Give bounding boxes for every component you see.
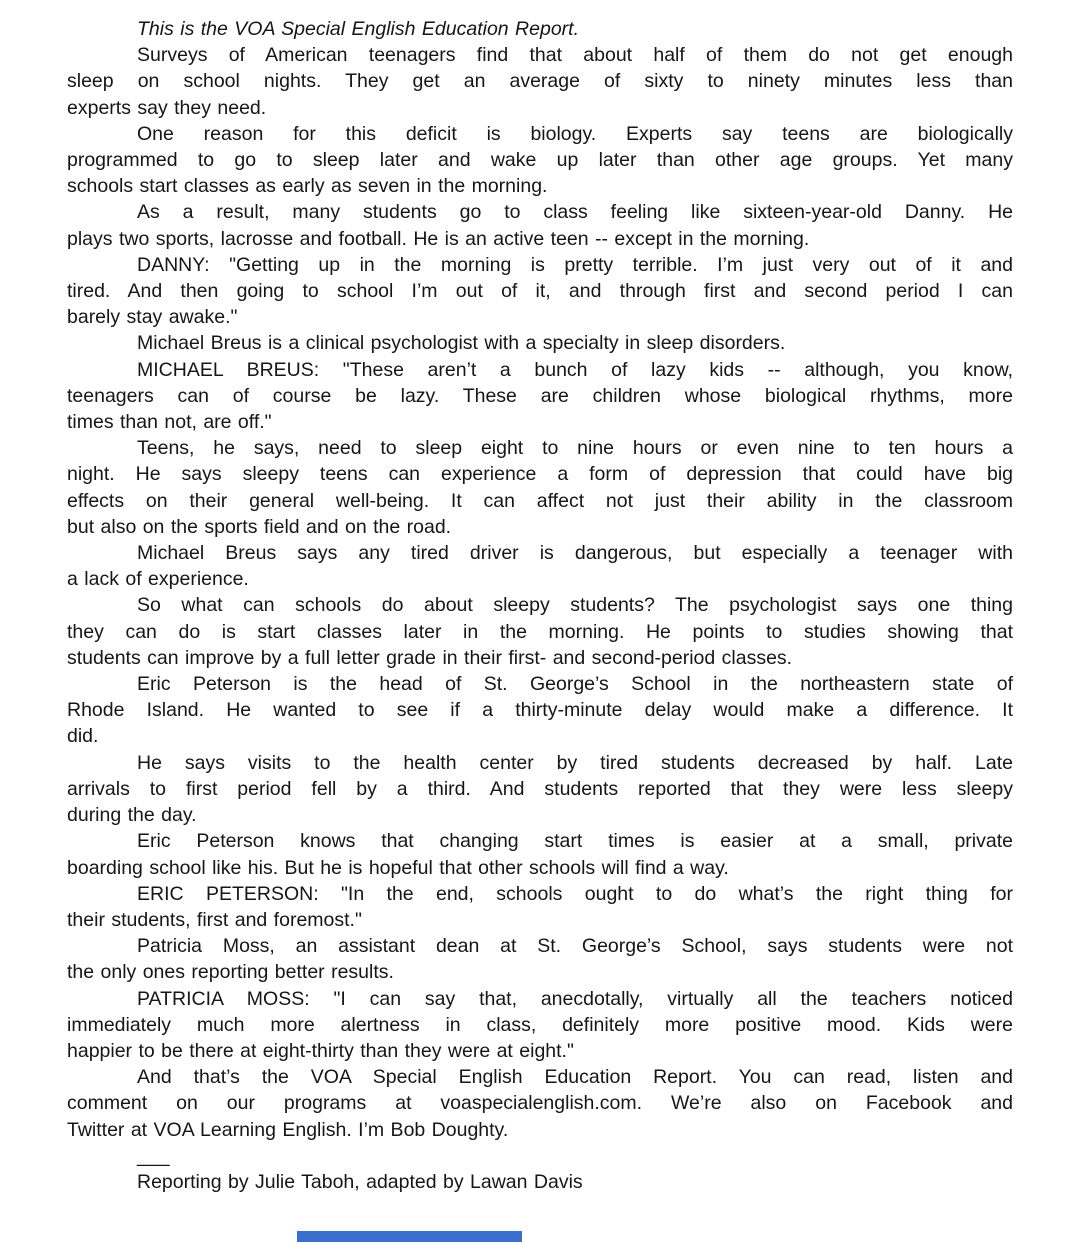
text-line: One reason for this deficit is biology. Experts say teens are biologically bbox=[137, 122, 1013, 145]
text-line: Michael Breus says any tired driver is dangerous, but especially a teenager with bbox=[137, 542, 1013, 565]
text-line: sleep on school nights. They get an average of sixty to ninety minutes less than bbox=[67, 70, 1013, 93]
text-line: He says visits to the health center by tired students decreased by half. Late bbox=[137, 751, 1013, 774]
paragraph bbox=[67, 199, 1013, 251]
text-line: during the day. bbox=[67, 804, 197, 827]
paragraph bbox=[67, 592, 1013, 671]
paragraph bbox=[67, 986, 1013, 1065]
text-line: immediately much more alertness in class, definitely more positive mood. Kids were bbox=[67, 1013, 1013, 1036]
text-line: teenagers can of course be lazy. These are children whose biological rhythms, more bbox=[67, 384, 1013, 407]
text-line: effects on their general well-being. It can affect not just their ability in the classroom bbox=[67, 489, 1013, 512]
paragraph bbox=[67, 750, 1013, 829]
text-line: Patricia Moss, an assistant dean at St. George’s School, says students were not bbox=[137, 935, 1013, 958]
text-line: students can improve by a full letter grade in their first- and second-period classes. bbox=[67, 646, 793, 669]
paragraph bbox=[67, 121, 1013, 200]
text-line: plays two sports, lacrosse and football. He is an active teen -- except in the morning. bbox=[67, 227, 810, 250]
paragraph bbox=[67, 828, 1013, 880]
text-line: their students, first and foremost." bbox=[67, 908, 362, 931]
text-line: tired. And then going to school I’m out of it, and through first and second period I can bbox=[67, 280, 1013, 303]
text-line: night. He says sleepy teens can experience a form of depression that could have big bbox=[67, 463, 1013, 486]
text-line: Eric Peterson is the head of St. George’s School in the northeastern state of bbox=[137, 673, 1013, 696]
text-line: comment on our programs at voaspecialenglish.com. We’re also on Facebook and bbox=[67, 1092, 1013, 1115]
paragraph bbox=[67, 330, 1013, 356]
intro-line: This is the VOA Special English Education Report. bbox=[137, 18, 579, 40]
text-line: And that’s the VOA Special English Education Report. You can read, listen and bbox=[137, 1066, 1013, 1089]
paragraph bbox=[67, 357, 1013, 436]
text-line: Twitter at VOA Learning English. I’m Bob Doughty. bbox=[67, 1118, 509, 1141]
text-line: but also on the sports field and on the road. bbox=[67, 515, 452, 538]
paragraph bbox=[67, 881, 1013, 933]
paragraph bbox=[67, 671, 1013, 750]
text-line: the only ones reporting better results. bbox=[67, 961, 394, 984]
text-line: experts say they need. bbox=[67, 96, 267, 119]
text-line: a lack of experience. bbox=[67, 568, 249, 591]
paragraph bbox=[67, 540, 1013, 592]
text-line: Teens, he says, need to sleep eight to nine hours or even nine to ten hours a bbox=[137, 437, 1013, 460]
bottom-blue-bar[interactable] bbox=[297, 1231, 522, 1242]
paragraph bbox=[67, 933, 1013, 985]
text-line: PATRICIA MOSS: "I can say that, anecdotally, virtually all the teachers noticed bbox=[137, 987, 1013, 1010]
text-line: Michael Breus is a clinical psychologist with a specialty in sleep disorders. bbox=[137, 332, 786, 355]
paragraph bbox=[67, 252, 1013, 331]
article-body bbox=[67, 42, 1013, 1143]
text-line: Rhode Island. He wanted to see if a thirty-minute delay would make a difference. It bbox=[67, 699, 1013, 722]
text-line: arrivals to first period fell by a third. And students reported that they were less sleepy bbox=[67, 777, 1013, 800]
text-line: boarding school like his. But he is hopeful that other schools will find a way. bbox=[67, 856, 729, 879]
text-line: Surveys of American teenagers find that about half of them do not get enough bbox=[137, 44, 1013, 67]
paragraph bbox=[67, 42, 1013, 121]
text-line: MICHAEL BREUS: "These aren’t a bunch of lazy kids -- although, you know, bbox=[137, 358, 1013, 381]
separator-line: ___ bbox=[137, 1144, 170, 1167]
text-line: DANNY: "Getting up in the morning is pretty terrible. I’m just very out of it and bbox=[137, 253, 1013, 276]
text-line: ERIC PETERSON: "In the end, schools ought to do what’s the right thing for bbox=[137, 882, 1013, 905]
credit-line: Reporting by Julie Taboh, adapted by Lawan Davis bbox=[137, 1170, 583, 1193]
paragraph bbox=[67, 1064, 1013, 1143]
text-line: schools start classes as early as seven in the morning. bbox=[67, 175, 548, 198]
text-line: barely stay awake." bbox=[67, 306, 238, 329]
text-line: programmed to go to sleep later and wake up later than other age groups. Yet many bbox=[67, 149, 1013, 172]
text-line: Eric Peterson knows that changing start times is easier at a small, private bbox=[137, 830, 1013, 853]
text-line: So what can schools do about sleepy students? The psychologist says one thing bbox=[137, 594, 1013, 617]
text-line: did. bbox=[67, 725, 99, 748]
text-line: times than not, are off." bbox=[67, 411, 272, 434]
text-line: As a result, many students go to class feeling like sixteen-year-old Danny. He bbox=[137, 201, 1013, 224]
text-line: happier to be there at eight-thirty than they were at eight." bbox=[67, 1039, 574, 1062]
text-line: they can do is start classes later in the morning. He points to studies showing that bbox=[67, 620, 1013, 643]
paragraph bbox=[67, 435, 1013, 540]
